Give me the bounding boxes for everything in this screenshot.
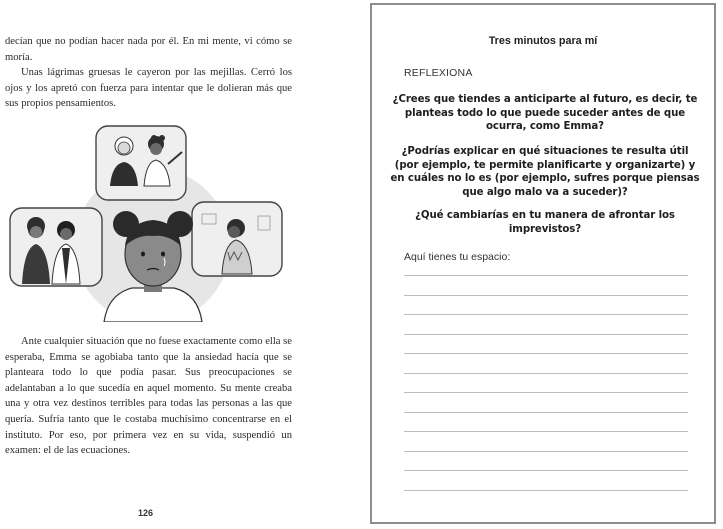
writing-line	[404, 275, 688, 276]
section-heading: REFLEXIONA	[404, 67, 473, 79]
exercise-title: Tres minutos para mí	[488, 35, 598, 47]
writing-line	[404, 295, 688, 296]
writing-line	[404, 392, 688, 393]
right-page-exercise-box	[370, 3, 716, 524]
writing-line	[404, 490, 688, 491]
writing-line	[404, 334, 688, 335]
thought-bubble-top	[96, 126, 186, 200]
writing-line	[404, 373, 688, 374]
writing-line	[404, 412, 688, 413]
question-1: ¿Crees que tiendes a anticiparte al futuro, es decir, te planteas todo lo que puede suceder antes de que ocurra, como Emma?	[392, 94, 698, 133]
emma-thoughts-illustration	[4, 124, 304, 322]
writing-line	[404, 451, 688, 452]
question-2: ¿Podrías explicar en qué situaciones te resulta útil (por ejemplo, te permite planificarte y organizarte) y en cuáles no lo es (por ejemplo, sufres porque piensas que algo malo va a suceder)?	[390, 146, 700, 198]
writing-line	[404, 314, 688, 315]
writing-line	[404, 353, 688, 354]
paragraph-top-line1: decían que no podían hacer nada por él. En mi mente, vi cómo se moría.	[5, 36, 292, 63]
thought-bubble-right	[192, 202, 282, 276]
paragraph-top	[5, 34, 292, 112]
thought-bubble-left	[10, 208, 102, 286]
paragraph-bottom	[5, 334, 292, 459]
writing-line	[404, 431, 688, 432]
writing-space-label: Aquí tienes tu espacio:	[404, 251, 511, 263]
question-3: ¿Qué cambiarías en tu manera de afrontar los imprevistos?	[415, 210, 675, 235]
page-number: 126	[138, 508, 154, 518]
paragraph-top-line2: Unas lágrimas gruesas le cayeron por las mejillas. Cerró los ojos y los apretó con fuerza para intentar que le dolieran más que sus propios pensamientos.	[5, 67, 292, 110]
writing-line	[404, 470, 688, 471]
paragraph-bottom-text: Ante cualquier situación que no fuese exactamente como ella se esperaba, Emma se agobiaba tanto que la ansiedad hacía que se planteara todo lo que podía pasar. Sus preocupaciones se adelantaban a lo que sucedía en aquel momento. Su mente creaba una y otra vez destinos terribles para todas las personas a las que quería. Sufría tanto que le costaba muchísimo concentrarse en el instituto. Por eso, por primera vez en su vida, suspendió un examen: el de las ecuaciones.	[5, 336, 292, 457]
